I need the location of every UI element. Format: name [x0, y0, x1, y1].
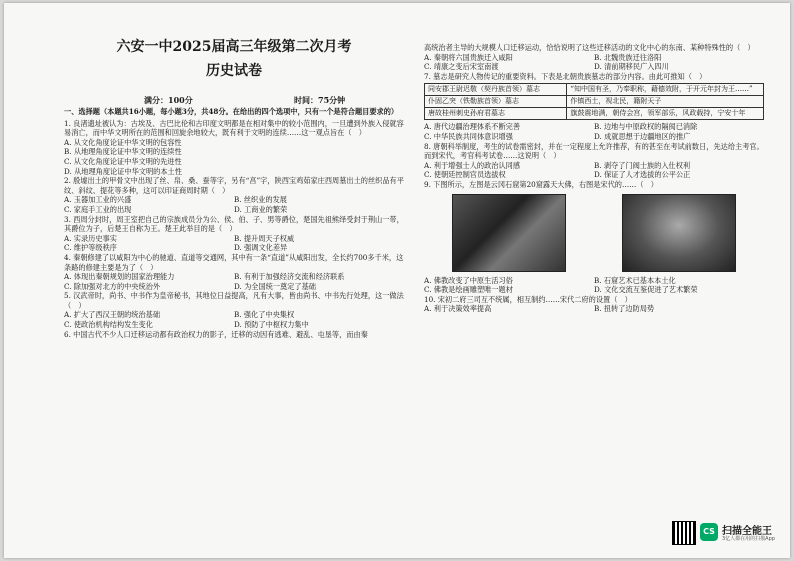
- q5-a: A. 扩大了西汉王朝的统治基础: [64, 310, 161, 320]
- q6-d: D. 清前期移民广入四川: [594, 62, 669, 72]
- q9-c: C. 佛教是绘画雕塑唯一题材: [424, 285, 513, 295]
- q8-b: B. 剥夺了门阀士族的入仕权利: [594, 160, 691, 170]
- table-cell: 唐故桂州刺史孙府君墓志: [425, 108, 567, 120]
- table-row: [425, 96, 764, 108]
- q9: 9. 下图所示，左图是云冈石窟第20窟露天大佛，右图是宋代的……（ ）: [424, 179, 658, 189]
- table-cell: 旗鼓震地满，朝侍会宫，领军部乐，风政载持，宁安十年: [567, 108, 764, 120]
- q5-c: C. 使政治机构结构发生变化: [64, 320, 153, 330]
- q2-a: A. 玉器加工业的兴盛: [64, 195, 132, 205]
- time-label: 时间：75分钟: [294, 95, 346, 105]
- q2-b: B. 丝织业的发展: [234, 195, 287, 205]
- q5-b: B. 强化了中央集权: [234, 310, 295, 320]
- q6: 6. 中国古代不少人口迁移运动都有政治权力的影子，迁移的动因有逃难、避乱、屯垦等，而由秦: [64, 329, 368, 339]
- buddha-statue-photo-right: [622, 194, 736, 272]
- table-row: [425, 84, 764, 96]
- q8: 8. 唐朝科举制度，考生的试卷需密封，并在一定程度上允许推荐，有的甚至在考试前数日，先达给主考官。而到宋代，考官科考试卷……这说明（ ）: [424, 141, 764, 161]
- q6-b: B. 北魏贵族迁往洛阳: [594, 52, 662, 62]
- q9-b: B. 石窟艺术已基本本土化: [594, 275, 676, 285]
- q6-cont: 高统治者主导的大规模人口迁移运动，恰恰说明了这些迁移活动的文化中心的东南、某种特殊性的（ ）: [424, 43, 755, 52]
- exam-page: [4, 3, 790, 558]
- table-cell: “知中国有圣，乃奉职称，藉德效附，于开元年封为王……”: [567, 84, 764, 96]
- q5: 5. 汉武帝时，尚书、中书作为皇帝秘书，其地位日益提高，凡有大事，皆由尚书、中书先行处理，这一做法（ ）: [64, 291, 404, 310]
- buddha-statue-photo-left: [452, 194, 566, 272]
- q1-c: C. 从文化角度论证中华文明的先进性: [64, 156, 182, 166]
- qr-code-icon: [672, 521, 696, 545]
- q4-a: A. 体现出秦朝规划的国家治理能力: [64, 272, 175, 282]
- q9-photos: [424, 194, 764, 272]
- table-row: [425, 108, 764, 120]
- brand-tagline: 3亿人都在用的扫描App: [722, 536, 775, 542]
- q10-b: B. 扭转了边防局势: [594, 304, 655, 314]
- brand-name: 扫描全能王: [722, 526, 772, 537]
- q5-d: D. 预防了中枢权力集中: [234, 320, 309, 330]
- camscanner-logo-icon: CS: [700, 523, 718, 541]
- right-column: [424, 43, 764, 558]
- q7-a: A. 唐代边疆治理体系不断完善: [424, 122, 521, 132]
- table-cell: 同安郡王尉迟敬（契丹族首领）墓志: [425, 84, 567, 96]
- q3-a: A. 实录历史事实: [64, 233, 117, 243]
- q3-c: C. 维护等级秩序: [64, 243, 117, 253]
- q3: 3. 西周分封时，周王室把自己的宗族成员分为公、侯、伯、子、男等爵位，楚国先祖熊绎受封于荆山一带，其爵位为子，后楚王自称为王。楚王此举目的是（ ）: [64, 214, 404, 234]
- q1: 1. 良渚遗址被认为：古埃及、古巴比伦和古印度文明都是在相对集中的较小范围内，一旦遭到外族入侵就容易消亡，而中华文明所在的范围和回旋余地较大，既有利于文明的连续……这一观点旨在（ ）: [64, 118, 404, 138]
- exam-subtitle: 历史试卷: [206, 63, 262, 79]
- q10: 10. 宋初二府三司互不统属，相互制约……宋代二府的设置（ ）: [424, 294, 632, 304]
- q9-d: D. 文化交流互鉴促进了艺术繁荣: [594, 285, 698, 295]
- score-label: 满分：100分: [144, 95, 193, 105]
- q1-d: D. 从地理角度论证中华文明的本土性: [64, 166, 182, 176]
- q1-a: A. 从文化角度论证中华文明的包容性: [64, 137, 182, 147]
- table-cell: 仆固乙突（铁勒族首领）墓志: [425, 96, 567, 108]
- q7-table: [424, 83, 764, 120]
- q9-a: A. 佛教改变了中原生活习俗: [424, 275, 513, 285]
- q3-d: D. 强调文化差异: [234, 243, 288, 253]
- q7-b: B. 边地与中原政权的隔阂已消除: [594, 122, 698, 132]
- section-heading: 一、选择题（本题共16小题，每小题3分，共48分。在给出的四个选项中，只有一个是符合题目要求的）: [64, 107, 399, 116]
- q6-c: C. 靖康之变后宋室南渡: [424, 62, 499, 72]
- q8-c: C. 使朝廷控制官员选拔权: [424, 170, 506, 180]
- q2-c: C. 家庭手工业的出现: [64, 204, 132, 214]
- exam-title: 六安一中2025届高三年级第二次月考: [116, 39, 352, 55]
- q10-a: A. 利于决策效率提高: [424, 304, 492, 314]
- q4: 4. 秦朝修建了以咸阳为中心的驰道、直道等交通网，其中有一条“直道”从咸阳出发，全长约700多千米，这条路的修建主要是为了（ ）: [64, 252, 404, 272]
- q8-a: A. 利于增强士人的政治认同感: [424, 160, 521, 170]
- q2-d: D. 工商业的繁荣: [234, 204, 288, 214]
- q7: 7. 墓志是研究人物传记的重要资料。下表是北朝贵族墓志的部分内容。由此可推知（ ）: [424, 71, 707, 81]
- left-column: [64, 107, 404, 558]
- table-cell: 作镇西土，视北民，籍附天子: [567, 96, 764, 108]
- q4-d: D. 为全国统一奠定了基础: [234, 281, 316, 291]
- q3-b: B. 提升周天子权威: [234, 233, 295, 243]
- q4-c: C. 除加强对北方的中央统治外: [64, 281, 161, 291]
- q7-d: D. 成就思想于边疆地区的推广: [594, 131, 691, 141]
- q8-d: D. 保证了人才选拔的公平公正: [594, 170, 691, 180]
- q4-b: B. 有利于加强经济交流和经济联系: [234, 272, 345, 282]
- q1-b: B. 从地理角度论证中华文明的连续性: [64, 147, 182, 157]
- q2: 2. 殷墟出土的甲骨文中出现了丝、帛、桑、蚕等字，另有“亯”字，陕西宝鸡茹家庄西周墓出土的丝织品有平纹、斜纹、提花等多种，这可以印证商周时期（ ）: [64, 176, 404, 195]
- q6-a: A. 秦朝将六国贵族迁入咸阳: [424, 52, 513, 62]
- q7-c: C. 中华民族共同体意识增强: [424, 131, 513, 141]
